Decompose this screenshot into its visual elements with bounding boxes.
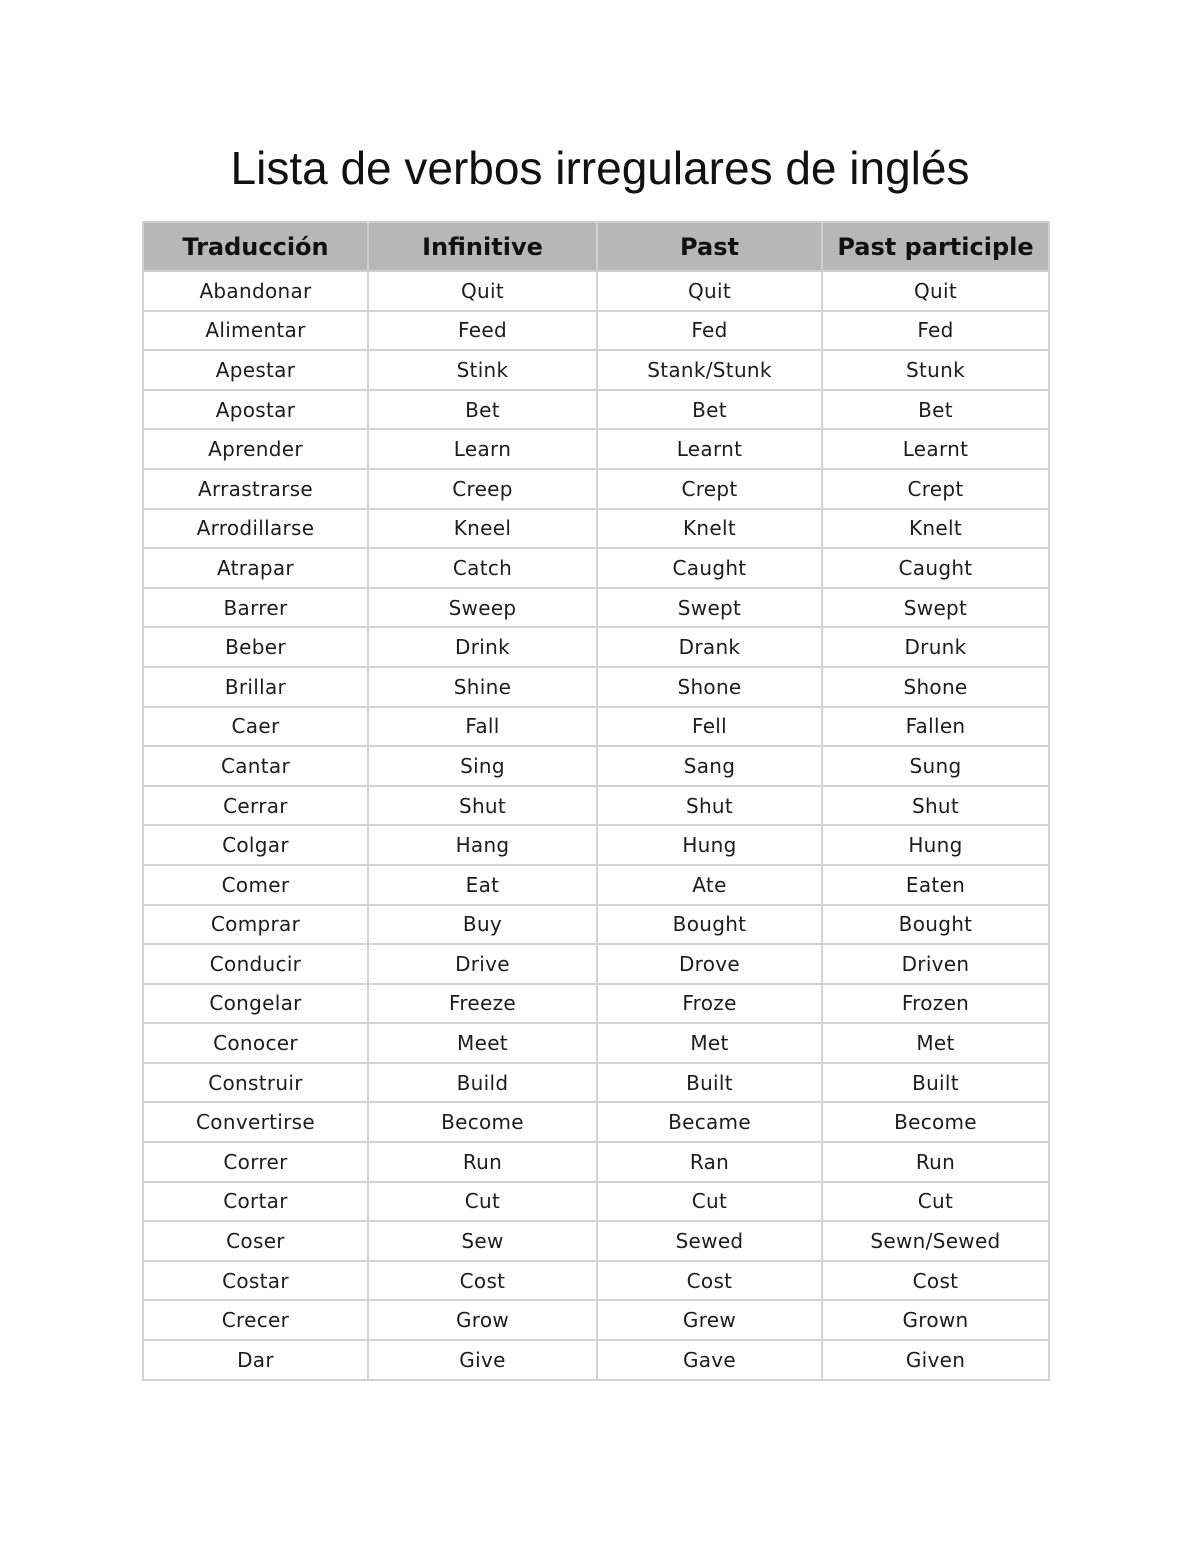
cell-past-participle: Built <box>822 1063 1049 1103</box>
header-traduccion: Traducción <box>143 222 368 271</box>
cell-traduccion: Arrodillarse <box>143 509 368 549</box>
cell-past: Gave <box>597 1340 822 1380</box>
cell-past-participle: Caught <box>822 548 1049 588</box>
cell-past-participle: Sung <box>822 746 1049 786</box>
cell-past-participle: Cut <box>822 1182 1049 1222</box>
header-row <box>143 222 1049 271</box>
cell-past: Cost <box>597 1261 822 1301</box>
cell-infinitive: Sew <box>368 1221 597 1261</box>
cell-traduccion: Costar <box>143 1261 368 1301</box>
table-row <box>143 786 1049 826</box>
cell-traduccion: Congelar <box>143 984 368 1024</box>
cell-infinitive: Eat <box>368 865 597 905</box>
cell-infinitive: Shine <box>368 667 597 707</box>
cell-infinitive: Cut <box>368 1182 597 1222</box>
table-row <box>143 984 1049 1024</box>
cell-traduccion: Comer <box>143 865 368 905</box>
cell-infinitive: Shut <box>368 786 597 826</box>
cell-infinitive: Buy <box>368 905 597 945</box>
cell-past: Knelt <box>597 509 822 549</box>
cell-traduccion: Beber <box>143 627 368 667</box>
cell-infinitive: Feed <box>368 311 597 351</box>
table-row <box>143 707 1049 747</box>
cell-infinitive: Drink <box>368 627 597 667</box>
cell-past: Caught <box>597 548 822 588</box>
table-row <box>143 1023 1049 1063</box>
cell-past-participle: Eaten <box>822 865 1049 905</box>
cell-past: Stank/Stunk <box>597 350 822 390</box>
table-row <box>143 509 1049 549</box>
table-body <box>143 271 1049 1380</box>
cell-traduccion: Dar <box>143 1340 368 1380</box>
table-header <box>143 222 1049 271</box>
cell-infinitive: Become <box>368 1102 597 1142</box>
table-row <box>143 390 1049 430</box>
cell-traduccion: Cantar <box>143 746 368 786</box>
cell-infinitive: Build <box>368 1063 597 1103</box>
cell-past: Hung <box>597 825 822 865</box>
table-row <box>143 271 1049 311</box>
cell-past: Bet <box>597 390 822 430</box>
table-row <box>143 667 1049 707</box>
cell-traduccion: Barrer <box>143 588 368 628</box>
cell-past: Sang <box>597 746 822 786</box>
cell-past: Shut <box>597 786 822 826</box>
cell-traduccion: Cortar <box>143 1182 368 1222</box>
table-row <box>143 548 1049 588</box>
cell-traduccion: Abandonar <box>143 271 368 311</box>
cell-past: Built <box>597 1063 822 1103</box>
cell-traduccion: Apestar <box>143 350 368 390</box>
cell-infinitive: Fall <box>368 707 597 747</box>
irregular-verbs-table <box>142 221 1050 1381</box>
cell-past: Quit <box>597 271 822 311</box>
cell-past-participle: Grown <box>822 1300 1049 1340</box>
cell-past-participle: Cost <box>822 1261 1049 1301</box>
table-row <box>143 1182 1049 1222</box>
table-row <box>143 865 1049 905</box>
cell-traduccion: Crecer <box>143 1300 368 1340</box>
table-row <box>143 1261 1049 1301</box>
cell-past-participle: Drunk <box>822 627 1049 667</box>
table-row <box>143 311 1049 351</box>
cell-traduccion: Construir <box>143 1063 368 1103</box>
table-row <box>143 350 1049 390</box>
cell-past: Drove <box>597 944 822 984</box>
cell-infinitive: Quit <box>368 271 597 311</box>
cell-past-participle: Frozen <box>822 984 1049 1024</box>
cell-past: Swept <box>597 588 822 628</box>
header-infinitive: Infinitive <box>368 222 597 271</box>
cell-infinitive: Sing <box>368 746 597 786</box>
table-row <box>143 627 1049 667</box>
cell-past-participle: Hung <box>822 825 1049 865</box>
cell-traduccion: Caer <box>143 707 368 747</box>
cell-traduccion: Convertirse <box>143 1102 368 1142</box>
table-row <box>143 1221 1049 1261</box>
table-row <box>143 588 1049 628</box>
cell-past-participle: Become <box>822 1102 1049 1142</box>
table-row <box>143 1102 1049 1142</box>
cell-traduccion: Arrastrarse <box>143 469 368 509</box>
table-row <box>143 429 1049 469</box>
cell-past: Became <box>597 1102 822 1142</box>
cell-infinitive: Run <box>368 1142 597 1182</box>
cell-past: Met <box>597 1023 822 1063</box>
cell-infinitive: Learn <box>368 429 597 469</box>
cell-past-participle: Fallen <box>822 707 1049 747</box>
cell-traduccion: Apostar <box>143 390 368 430</box>
cell-past-participle: Run <box>822 1142 1049 1182</box>
cell-traduccion: Cerrar <box>143 786 368 826</box>
cell-past-participle: Given <box>822 1340 1049 1380</box>
table-row <box>143 1063 1049 1103</box>
cell-past-participle: Learnt <box>822 429 1049 469</box>
cell-past-participle: Driven <box>822 944 1049 984</box>
table-row <box>143 944 1049 984</box>
cell-past-participle: Shone <box>822 667 1049 707</box>
table-row <box>143 905 1049 945</box>
cell-past-participle: Knelt <box>822 509 1049 549</box>
cell-past: Shone <box>597 667 822 707</box>
cell-past: Drank <box>597 627 822 667</box>
cell-past: Froze <box>597 984 822 1024</box>
cell-past-participle: Shut <box>822 786 1049 826</box>
cell-past: Sewed <box>597 1221 822 1261</box>
page-title: Lista de verbos irregulares de inglés <box>230 142 970 194</box>
cell-infinitive: Catch <box>368 548 597 588</box>
cell-traduccion: Brillar <box>143 667 368 707</box>
cell-past: Ran <box>597 1142 822 1182</box>
cell-past: Cut <box>597 1182 822 1222</box>
cell-past: Crept <box>597 469 822 509</box>
cell-infinitive: Give <box>368 1340 597 1380</box>
header-past: Past <box>597 222 822 271</box>
cell-infinitive: Sweep <box>368 588 597 628</box>
cell-traduccion: Atrapar <box>143 548 368 588</box>
cell-past-participle: Swept <box>822 588 1049 628</box>
cell-past-participle: Bought <box>822 905 1049 945</box>
cell-infinitive: Drive <box>368 944 597 984</box>
cell-infinitive: Kneel <box>368 509 597 549</box>
table-row <box>143 825 1049 865</box>
cell-infinitive: Freeze <box>368 984 597 1024</box>
cell-infinitive: Meet <box>368 1023 597 1063</box>
table-row <box>143 1340 1049 1380</box>
cell-infinitive: Stink <box>368 350 597 390</box>
cell-past-participle: Crept <box>822 469 1049 509</box>
cell-infinitive: Grow <box>368 1300 597 1340</box>
cell-infinitive: Cost <box>368 1261 597 1301</box>
cell-past-participle: Fed <box>822 311 1049 351</box>
cell-past-participle: Quit <box>822 271 1049 311</box>
cell-past-participle: Bet <box>822 390 1049 430</box>
cell-past: Fell <box>597 707 822 747</box>
cell-past-participle: Stunk <box>822 350 1049 390</box>
cell-infinitive: Creep <box>368 469 597 509</box>
cell-traduccion: Conducir <box>143 944 368 984</box>
header-past-participle: Past participle <box>822 222 1049 271</box>
cell-past: Bought <box>597 905 822 945</box>
cell-traduccion: Alimentar <box>143 311 368 351</box>
cell-past: Learnt <box>597 429 822 469</box>
cell-past: Fed <box>597 311 822 351</box>
cell-past: Ate <box>597 865 822 905</box>
table-row <box>143 469 1049 509</box>
cell-traduccion: Correr <box>143 1142 368 1182</box>
cell-past: Grew <box>597 1300 822 1340</box>
cell-traduccion: Colgar <box>143 825 368 865</box>
cell-traduccion: Coser <box>143 1221 368 1261</box>
cell-traduccion: Comprar <box>143 905 368 945</box>
table-row <box>143 1142 1049 1182</box>
cell-traduccion: Aprender <box>143 429 368 469</box>
table-row <box>143 1300 1049 1340</box>
cell-traduccion: Conocer <box>143 1023 368 1063</box>
table-row <box>143 746 1049 786</box>
cell-infinitive: Hang <box>368 825 597 865</box>
cell-past-participle: Met <box>822 1023 1049 1063</box>
cell-past-participle: Sewn/Sewed <box>822 1221 1049 1261</box>
cell-infinitive: Bet <box>368 390 597 430</box>
